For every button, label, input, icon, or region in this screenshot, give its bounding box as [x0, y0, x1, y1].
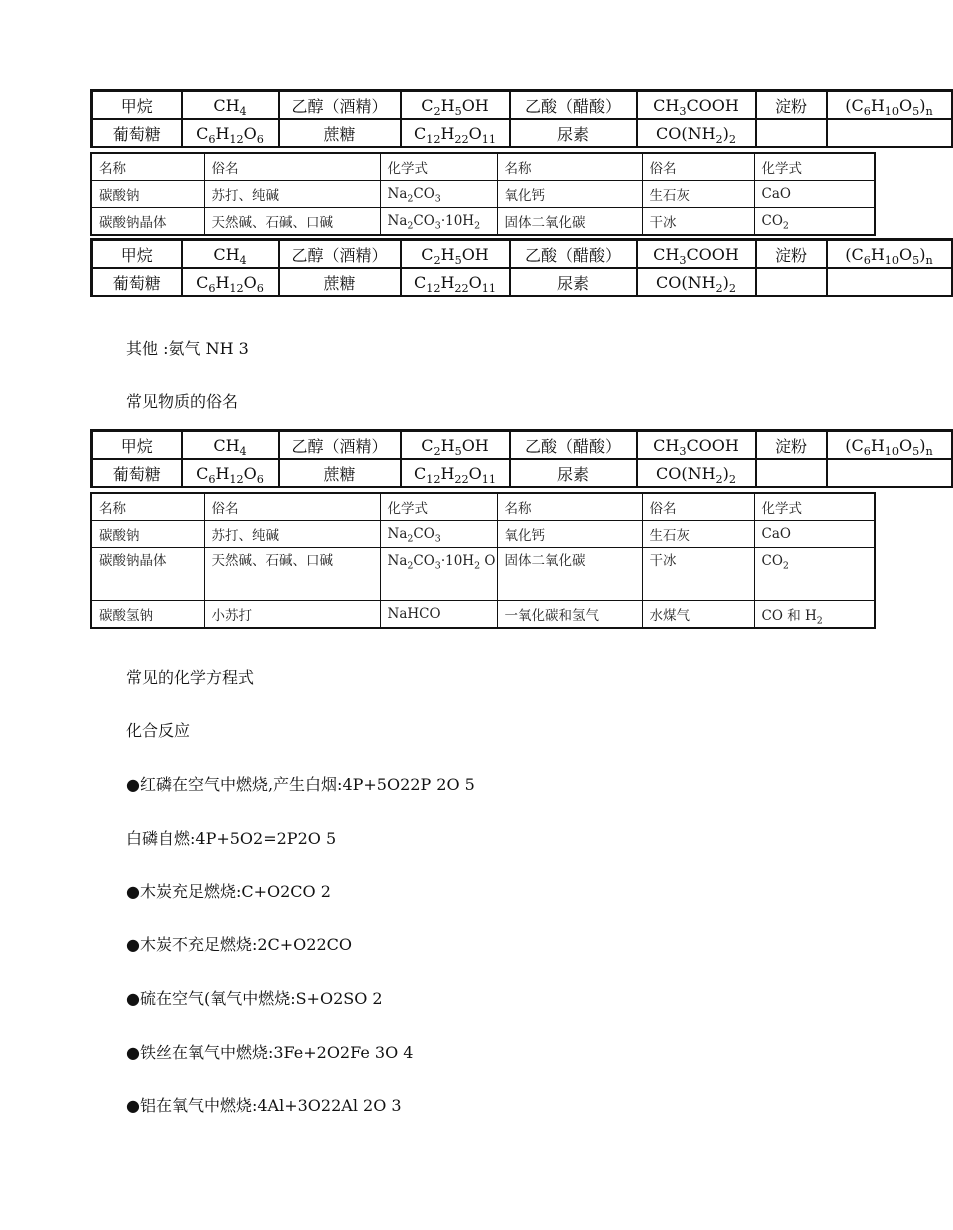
table-cell: 甲烷 — [92, 431, 182, 460]
table-cell: $CH_3COOH$ — [637, 240, 756, 269]
table-cell: 葡萄糖 — [92, 119, 182, 147]
table-cell: $(C_6H_{10}O_5)_n$ — [827, 431, 952, 460]
table-cell: $CH_4$ — [182, 91, 279, 120]
table-cell — [756, 268, 827, 296]
table-cell: 化学式 — [754, 493, 875, 521]
table-cell: 固体二氧化碳 — [497, 208, 642, 236]
table-cell: $CO(NH_2)_2$ — [637, 459, 756, 487]
table-cell: $(C_6H_{10}O_5)_n$ — [827, 240, 952, 269]
table-cell: 生石灰 — [642, 181, 754, 208]
table-cell: 乙酸（醋酸） — [510, 240, 637, 269]
table-cell: 葡萄糖 — [92, 459, 182, 487]
table-cell: 乙醇（酒精） — [279, 431, 401, 460]
table-cell: 名称 — [91, 493, 204, 521]
table-cell: 乙醇（酒精） — [279, 91, 401, 120]
table-cell: 蔗糖 — [279, 119, 401, 147]
table-row — [92, 431, 952, 460]
table-cell: CaO — [754, 181, 875, 208]
table-cell: NaHCO — [380, 601, 497, 629]
table-row — [91, 601, 875, 629]
table-cell: 葡萄糖 — [92, 268, 182, 296]
table-row — [91, 181, 875, 208]
table-cell: $C_{12}H_{22}O_{11}$ — [401, 459, 510, 487]
table-cell: 生石灰 — [642, 521, 754, 548]
table-cell: 碳酸钠晶体 — [91, 208, 204, 236]
table-cell: $CO_2$ — [754, 208, 875, 236]
table-cell: $CH_4$ — [182, 431, 279, 460]
table-cell: 苏打、纯碱 — [204, 521, 380, 548]
table-cell: 天然碱、石碱、口碱 — [204, 548, 380, 601]
table-cell — [827, 119, 952, 147]
compound-table-a — [90, 89, 953, 148]
table-cell: 干冰 — [642, 208, 754, 236]
table-row — [92, 459, 952, 487]
table-cell: 淀粉 — [756, 91, 827, 120]
table-cell: $CH_3COOH$ — [637, 91, 756, 120]
table-cell: 乙醇（酒精） — [279, 240, 401, 269]
table-cell: 碳酸钠 — [91, 521, 204, 548]
compound-table-a-2 — [90, 429, 953, 488]
table-cell: $C_{12}H_{22}O_{11}$ — [401, 119, 510, 147]
table-cell: 干冰 — [642, 548, 754, 601]
table-cell: $CO(NH_2)_2$ — [637, 119, 756, 147]
table-cell: $Na_2CO_3$ — [380, 521, 497, 548]
table-cell: 尿素 — [510, 119, 637, 147]
equation-sulfur: ●硫在空气(氧气中燃烧:S+O2SO 2 — [126, 989, 383, 1008]
table-cell: 名称 — [91, 153, 204, 181]
table-row — [92, 268, 952, 296]
table-cell: $Na_2CO_3$ — [380, 181, 497, 208]
table-cell: $CH_4$ — [182, 240, 279, 269]
table-cell: 一氧化碳和氢气 — [497, 601, 642, 629]
table-cell: CaO — [754, 521, 875, 548]
table-cell — [756, 459, 827, 487]
heading-combination: 化合反应 — [126, 721, 191, 740]
table-cell: 俗名 — [204, 153, 380, 181]
table-cell: 碳酸钠晶体 — [91, 548, 204, 601]
table-a-image-1 — [90, 89, 933, 152]
table-cell: 小苏打 — [204, 601, 380, 629]
equation-iron: ●铁丝在氧气中燃烧:3Fe+2O2Fe 3O 4 — [126, 1043, 414, 1062]
common-names-table-2 — [90, 492, 876, 629]
table-cell: $C_2H_5OH$ — [401, 431, 510, 460]
table-b-image-1 — [90, 152, 876, 238]
heading-common-names: 常见物质的俗名 — [126, 392, 239, 411]
table-cell: $C_6H_{12}O_6$ — [182, 119, 279, 147]
table-cell: $C_2H_5OH$ — [401, 240, 510, 269]
table-row — [92, 240, 952, 269]
table-a-image-3 — [90, 429, 933, 492]
table-cell: 俗名 — [204, 493, 380, 521]
table-cell: 甲烷 — [92, 240, 182, 269]
table-row — [91, 548, 875, 601]
equation-charcoal-partial: ●木炭不充足燃烧:2C+O22CO — [126, 935, 353, 954]
common-names-table — [90, 152, 876, 236]
table-cell: 氧化钙 — [497, 521, 642, 548]
table-row — [92, 91, 952, 120]
table-cell: 天然碱、石碱、口碱 — [204, 208, 380, 236]
table-row — [91, 208, 875, 236]
table-cell: $(C_6H_{10}O_5)_n$ — [827, 91, 952, 120]
table-cell: 俗名 — [642, 493, 754, 521]
table-row — [91, 493, 875, 521]
paragraph-other: 其他 :氨气 NH 3 — [126, 339, 249, 358]
equation-white-phosphorus: 白磷自燃:4P+5O2=2P2O 5 — [126, 829, 337, 848]
table-cell: 苏打、纯碱 — [204, 181, 380, 208]
table-cell: 化学式 — [380, 153, 497, 181]
table-cell: 化学式 — [380, 493, 497, 521]
table-cell: 碳酸氢钠 — [91, 601, 204, 629]
equation-aluminum: ●铝在氧气中燃烧:4Al+3O22Al 2O 3 — [126, 1096, 402, 1115]
table-cell: $C_6H_{12}O_6$ — [182, 268, 279, 296]
equation-charcoal-full: ●木炭充足燃烧:C+O2CO 2 — [126, 882, 331, 901]
table-cell: 碳酸钠 — [91, 181, 204, 208]
table-cell — [756, 119, 827, 147]
table-cell: 名称 — [497, 153, 642, 181]
table-cell: 氧化钙 — [497, 181, 642, 208]
table-b-image-2 — [90, 492, 876, 632]
table-cell: 名称 — [497, 493, 642, 521]
table-cell: $C_{12}H_{22}O_{11}$ — [401, 268, 510, 296]
table-cell: $Na_2CO_3\cdot 10H_2$ — [380, 208, 497, 236]
equation-red-phosphorus: ●红磷在空气中燃烧,产生白烟:4P+5O22P 2O 5 — [126, 775, 475, 794]
table-row — [92, 119, 952, 147]
table-cell: 化学式 — [754, 153, 875, 181]
table-cell: $C_6H_{12}O_6$ — [182, 459, 279, 487]
table-cell: 固体二氧化碳 — [497, 548, 642, 601]
table-cell: $Na_2CO_3\cdot 10H_2$ O — [380, 548, 497, 601]
table-cell: $C_2H_5OH$ — [401, 91, 510, 120]
table-cell: CO 和 $H_2$ — [754, 601, 875, 629]
table-a-image-2 — [90, 238, 950, 300]
table-cell: 蔗糖 — [279, 459, 401, 487]
heading-equations: 常见的化学方程式 — [126, 668, 255, 687]
table-cell: 乙酸（醋酸） — [510, 431, 637, 460]
table-cell: $CO_2$ — [754, 548, 875, 601]
table-row — [91, 153, 875, 181]
table-cell: 淀粉 — [756, 240, 827, 269]
table-cell: 尿素 — [510, 459, 637, 487]
table-cell: 水煤气 — [642, 601, 754, 629]
table-row — [91, 521, 875, 548]
table-cell: 俗名 — [642, 153, 754, 181]
table-cell: $CH_3COOH$ — [637, 431, 756, 460]
table-cell: 乙酸（醋酸） — [510, 91, 637, 120]
table-cell: $CO(NH_2)_2$ — [637, 268, 756, 296]
table-cell: 淀粉 — [756, 431, 827, 460]
table-cell: 甲烷 — [92, 91, 182, 120]
table-cell — [827, 459, 952, 487]
table-cell: 尿素 — [510, 268, 637, 296]
table-cell — [827, 268, 952, 296]
table-cell: 蔗糖 — [279, 268, 401, 296]
compound-table-a-full — [90, 238, 953, 297]
